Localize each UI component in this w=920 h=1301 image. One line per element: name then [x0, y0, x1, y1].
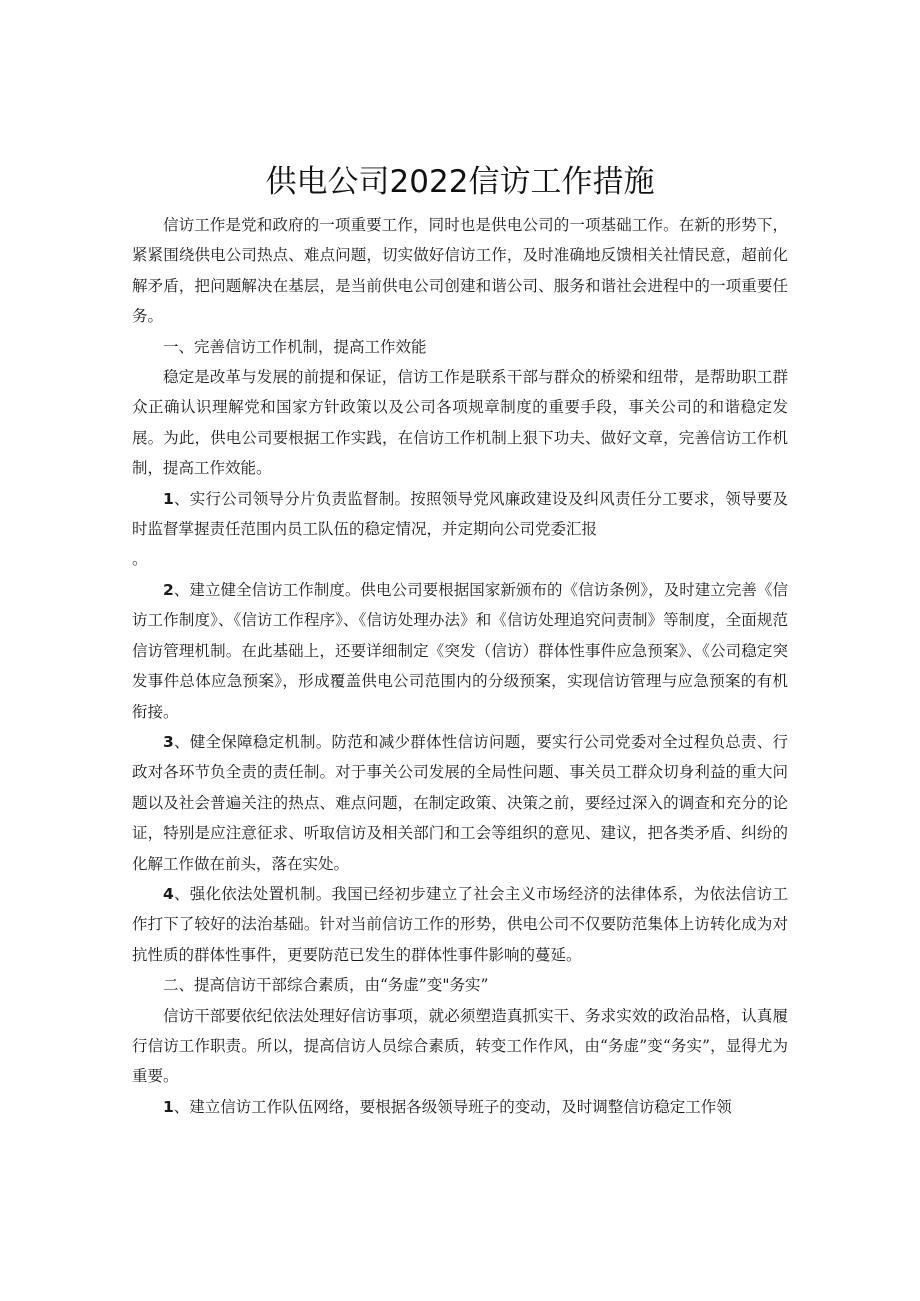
numbered-item	[132, 879, 788, 970]
paragraph-text: 、实行公司领导分片负责监督制。按照领导党风廉政建设及纠风责任分工要求，领导要及时监督掌握责任范围内员工队伍的稳定情况，并定期向公司党委汇报	[132, 489, 788, 539]
section-heading-2	[132, 970, 788, 1000]
paragraph-text: 、强化依法处置机制。我国已经初步建立了社会主义市场经济的法律体系，为依法信访工作打下了较好的法治基础。针对当前信访工作的形势，供电公司不仅要防范集体上访转化成为对抗性质的群体性事件，更要防范已发生的群体性事件影响的蔓延。	[132, 884, 788, 964]
paragraph-text: 一、完善信访工作机制，提高工作效能	[163, 337, 427, 356]
paragraph-text: 、建立信访工作队伍网络，要根据各级领导班子的变动，及时调整信访稳定工作领	[173, 1097, 732, 1116]
item-number: 4	[163, 884, 174, 903]
numbered-item	[132, 727, 788, 879]
paragraph	[132, 362, 788, 484]
paragraph-text: 稳定是改革与发展的前提和保证，信访工作是联系干部与群众的桥梁和纽带，是帮助职工群众正确认识理解党和国家方针政策以及公司各项规章制度的重要手段，事关公司的和谐稳定发展。为此，供电公司要根据工作实践，在信访工作机制上狠下功夫、做好文章，完善信访工作机制，提高工作效能。	[132, 368, 788, 478]
paragraph-intro	[132, 210, 788, 332]
stray-period	[132, 544, 788, 574]
numbered-item	[132, 484, 788, 545]
paragraph-text: 信访干部要依纪依法处理好信访事项，就必须塑造真抓实干、务求实效的政治品格，认真履行信访工作职责。所以，提高信访人员综合素质，转变工作作风，由“务虚”变“务实”，显得尤为重要。	[132, 1006, 788, 1086]
document-body	[132, 210, 788, 1122]
section-heading-1	[132, 332, 788, 362]
paragraph-text: 、建立健全信访工作制度。供电公司要根据国家新颁布的《信访条例》，及时建立完善《信访工作制度》、《信访工作程序》、《信访处理办法》和《信访处理追究问责制》等制度，全面规范信访管理机制。在此基础上，还要详细制定《突发（信访）群体性事件应急预案》、《公司稳定突发事件总体应急预案》，形成覆盖供电公司范围内的分级预案，实现信访管理与应急预案的有机衔接。	[132, 580, 788, 721]
paragraph-text: 。	[132, 550, 148, 569]
paragraph	[132, 1001, 788, 1092]
document-title: 供电公司2022信访工作措施	[265, 164, 655, 200]
numbered-item	[132, 575, 788, 727]
paragraph-text: 、健全保障稳定机制。防范和减少群体性信访问题，要实行公司党委对全过程负总责、行政对各环节负全责的责任制。对于事关公司发展的全局性问题、事关员工群众切身利益的重大问题以及社会普遍关注的热点、难点问题，在制定政策、决策之前，要经过深入的调查和充分的论证，特别是应注意征求、听取信访及相关部门和工会等组织的意见、建议，把各类矛盾、纠纷的化解工作做在前头，落在实处。	[132, 732, 788, 873]
numbered-item	[132, 1092, 788, 1122]
paragraph-text: 二、提高信访干部综合素质，由“务虚”变"务实”	[163, 976, 489, 995]
item-number: 1	[163, 489, 174, 508]
item-number: 3	[163, 732, 174, 751]
item-number: 1	[163, 1097, 174, 1116]
paragraph-text: 信访工作是党和政府的一项重要工作，同时也是供电公司的一项基础工作。在新的形势下，紧紧围绕供电公司热点、难点问题，切实做好信访工作，及时准确地反馈相关社情民意，超前化解矛盾，把问题解决在基层，是当前供电公司创建和谐公司、服务和谐社会进程中的一项重要任务。	[132, 216, 788, 326]
item-number: 2	[163, 580, 174, 599]
